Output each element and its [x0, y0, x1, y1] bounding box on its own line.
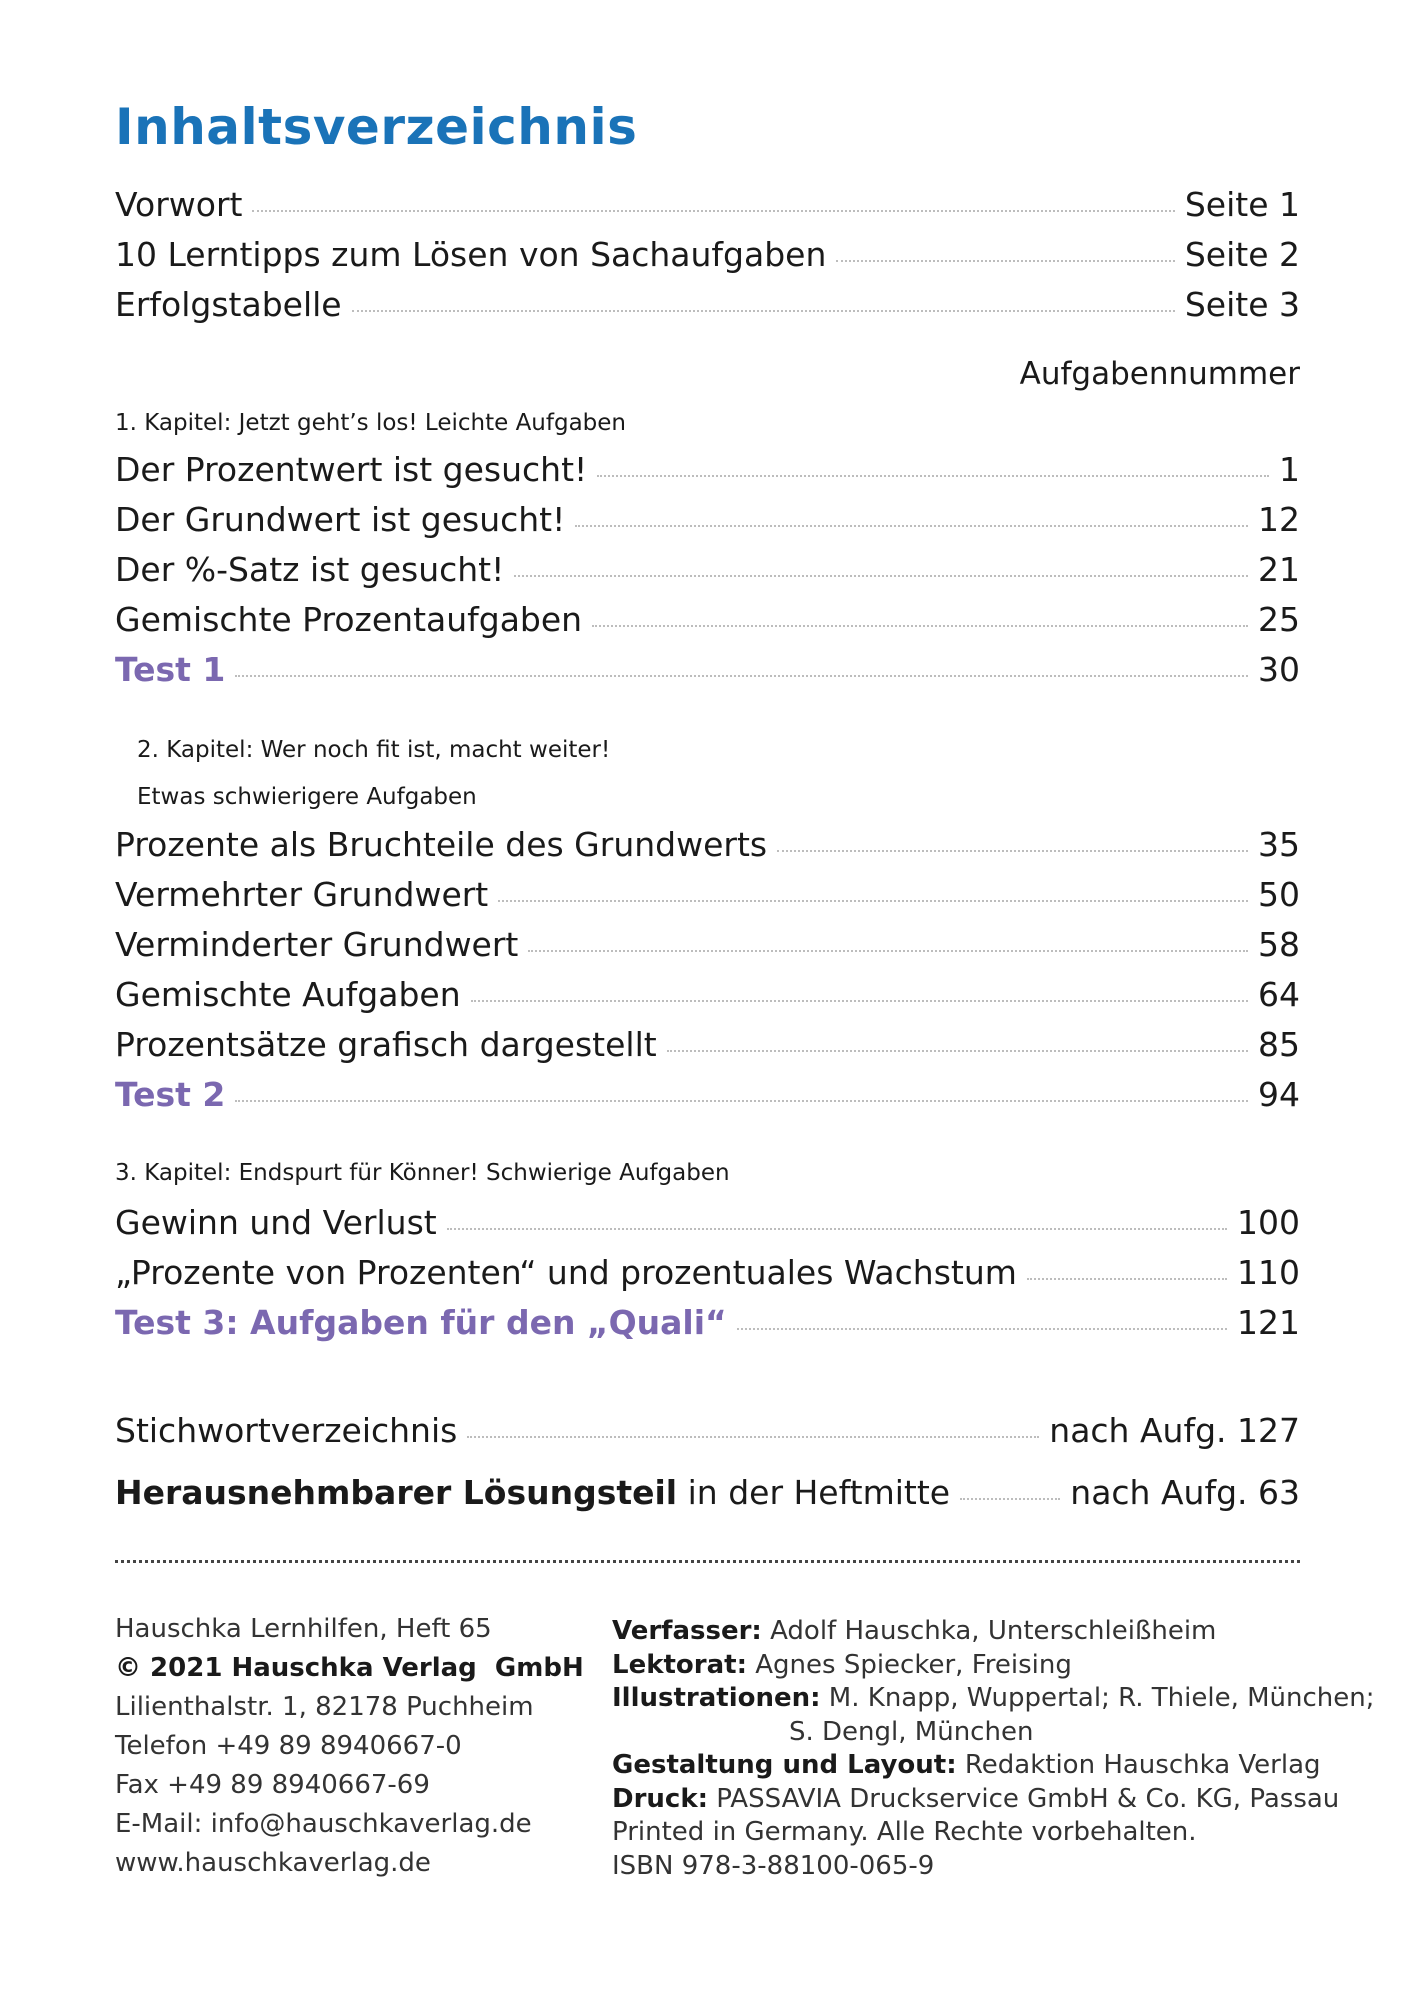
toc-entry[interactable]: [115, 1203, 1300, 1243]
dot-leader: [352, 310, 1175, 312]
toc-entry-label: Der Prozentwert ist gesucht!: [115, 450, 588, 489]
toc-entry-number: 64: [1258, 975, 1300, 1014]
toc-entry-number: 21: [1258, 550, 1300, 589]
toc-entry-number: 50: [1258, 875, 1300, 914]
toc-entry-label: Vermehrter Grundwert: [115, 875, 489, 914]
dot-leader: [514, 575, 1248, 577]
imprint-address: Lilienthalstr. 1, 82178 Puchheim: [115, 1692, 534, 1722]
toc-entry-label-rest: in der Heftmitte: [677, 1473, 951, 1512]
toc-entry[interactable]: [115, 1253, 1300, 1293]
imprint-author-value: Adolf Hauschka, Unterschleißheim: [761, 1616, 1217, 1646]
toc-entry[interactable]: [115, 825, 1300, 865]
imprint-editor-label: Lektorat:: [612, 1649, 747, 1680]
dot-leader: [447, 1228, 1227, 1230]
toc-entry-label: Erfolgstabelle: [115, 285, 342, 324]
toc-entry-number: 35: [1258, 825, 1300, 864]
toc-entry-page: Seite 1: [1184, 185, 1300, 224]
imprint-illustrations-2: S. Dengl, München: [789, 1716, 1034, 1747]
chapter-2-subheading: Etwas schwierigere Aufgaben: [137, 784, 477, 810]
imprint-phone: Telefon +49 89 8940667-0: [115, 1731, 462, 1761]
toc-test-label: Test 1: [115, 650, 226, 689]
toc-entry-number: 1: [1279, 450, 1300, 489]
toc-entry-number: 121: [1237, 1303, 1300, 1342]
toc-entry-label: Gewinn und Verlust: [115, 1203, 437, 1242]
toc-entry-lerntipps[interactable]: [115, 235, 1300, 275]
toc-page: [115, 0, 1375, 2000]
dot-leader: [592, 625, 1248, 627]
toc-entry[interactable]: [115, 1025, 1300, 1065]
toc-entry-page: Seite 3: [1184, 285, 1300, 324]
separator-line: [115, 1560, 1300, 1563]
imprint-credits: [612, 1615, 1375, 1883]
imprint-editor-value: Agnes Spiecker, Freising: [746, 1649, 1072, 1680]
imprint-illustrations: [612, 1682, 1375, 1716]
toc-entry-number: 85: [1258, 1025, 1300, 1064]
toc-test-label: Test 3: Aufgaben für den „Quali“: [115, 1303, 727, 1342]
imprint-author: [612, 1615, 1312, 1649]
toc-entry-test-3[interactable]: [115, 1303, 1300, 1343]
dot-leader: [467, 1436, 1039, 1438]
dot-leader: [235, 1100, 1248, 1102]
toc-entry-vorwort[interactable]: [115, 185, 1300, 225]
toc-entry-number: 12: [1258, 500, 1300, 539]
dot-leader: [737, 1328, 1227, 1330]
imprint-print: [612, 1783, 1340, 1817]
imprint-publisher: [115, 1610, 595, 1883]
toc-entry-number: 30: [1258, 650, 1300, 689]
imprint-design-label: Gestaltung und Layout:: [612, 1750, 957, 1780]
column-heading: Aufgabennummer: [1019, 356, 1300, 392]
toc-entry-label: Der %-Satz ist gesucht!: [115, 550, 505, 589]
dot-leader: [235, 675, 1248, 677]
toc-entry-number: 110: [1237, 1253, 1300, 1292]
page-title: Inhaltsverzeichnis: [115, 98, 638, 156]
toc-entry-label: Verminderter Grundwert: [115, 925, 519, 964]
imprint-email[interactable]: E-Mail: info@hauschkaverlag.de: [115, 1809, 532, 1839]
dot-leader: [528, 950, 1248, 952]
toc-entry[interactable]: [115, 875, 1300, 915]
toc-entry[interactable]: [115, 450, 1300, 490]
imprint-illus-label: Illustrationen:: [612, 1683, 821, 1713]
imprint-rights: Printed in Germany. Alle Rechte vorbehalten.: [612, 1817, 1197, 1847]
imprint-editor: [612, 1649, 1312, 1683]
toc-entry-number: 25: [1258, 600, 1300, 639]
dot-leader: [575, 525, 1248, 527]
chapter-2-heading: 2. Kapitel: Wer noch fit ist, macht weiter!: [137, 737, 611, 763]
toc-entry-label: Stichwortverzeichnis: [115, 1411, 458, 1450]
toc-entry-label-bold: Herausnehmbarer Lösungsteil: [115, 1473, 678, 1512]
imprint-author-label: Verfasser:: [612, 1616, 762, 1646]
imprint-series: Hauschka Lernhilfen, Heft 65: [115, 1614, 492, 1644]
imprint-fax: Fax +49 89 8940667-69: [115, 1770, 430, 1800]
toc-entry-label: Gemischte Prozentaufgaben: [115, 600, 583, 639]
imprint-design-value: Redaktion Hauschka Verlag: [956, 1750, 1321, 1780]
toc-entry-number: 94: [1258, 1075, 1300, 1114]
toc-entry-label: [115, 1473, 950, 1513]
toc-entry-label: 10 Lerntipps zum Lösen von Sachaufgaben: [115, 235, 827, 274]
toc-entry-page: Seite 2: [1184, 235, 1300, 274]
imprint-isbn: ISBN 978-3-88100-065-9: [612, 1850, 935, 1881]
imprint-website[interactable]: www.hauschkaverlag.de: [115, 1848, 431, 1878]
imprint-illus-value: M. Knapp, Wuppertal; R. Thiele, München;: [820, 1683, 1375, 1713]
dot-leader: [667, 1050, 1248, 1052]
toc-entry-label: Gemischte Aufgaben: [115, 975, 461, 1014]
toc-entry-test-1[interactable]: [115, 650, 1300, 690]
dot-leader: [777, 850, 1248, 852]
toc-entry-page: nach Aufg. 127: [1049, 1411, 1300, 1450]
dot-leader: [498, 900, 1248, 902]
dot-leader: [252, 210, 1174, 212]
toc-entry-loesungsteil[interactable]: [115, 1473, 1300, 1513]
toc-entry-test-2[interactable]: [115, 1075, 1300, 1115]
toc-entry-label: Prozentsätze grafisch dargestellt: [115, 1025, 657, 1064]
imprint-design: [612, 1749, 1321, 1783]
imprint-print-label: Druck:: [612, 1783, 709, 1814]
chapter-3-heading: 3. Kapitel: Endspurt für Könner! Schwierige Aufgaben: [115, 1160, 730, 1186]
toc-entry-label: Vorwort: [115, 185, 243, 224]
toc-entry-stichwortverzeichnis[interactable]: [115, 1411, 1300, 1451]
toc-entry[interactable]: [115, 500, 1300, 540]
imprint-copyright: © 2021 Hauschka Verlag GmbH: [115, 1653, 584, 1683]
toc-test-label: Test 2: [115, 1075, 226, 1114]
imprint-print-value: PASSAVIA Druckservice GmbH & Co. KG, Passau: [708, 1783, 1340, 1814]
toc-entry-label: Prozente als Bruchteile des Grundwerts: [115, 825, 768, 864]
toc-entry-page: nach Aufg. 63: [1070, 1473, 1300, 1512]
toc-entry[interactable]: [115, 975, 1300, 1015]
toc-entry-label: „Prozente von Prozenten“ und prozentuales Wachstum: [115, 1253, 1017, 1292]
toc-entry-number: 100: [1237, 1203, 1300, 1242]
dot-leader: [471, 1000, 1248, 1002]
dot-leader: [960, 1498, 1060, 1500]
dot-leader: [597, 475, 1269, 477]
toc-entry[interactable]: [115, 550, 1300, 590]
toc-entry-number: 58: [1258, 925, 1300, 964]
toc-entry-label: Der Grundwert ist gesucht!: [115, 500, 566, 539]
toc-entry[interactable]: [115, 925, 1300, 965]
dot-leader: [836, 260, 1174, 262]
dot-leader: [1027, 1278, 1227, 1280]
toc-entry-erfolgstabelle[interactable]: [115, 285, 1300, 325]
chapter-1-heading: 1. Kapitel: Jetzt geht’s los! Leichte Aufgaben: [115, 410, 626, 436]
toc-entry[interactable]: [115, 600, 1300, 640]
